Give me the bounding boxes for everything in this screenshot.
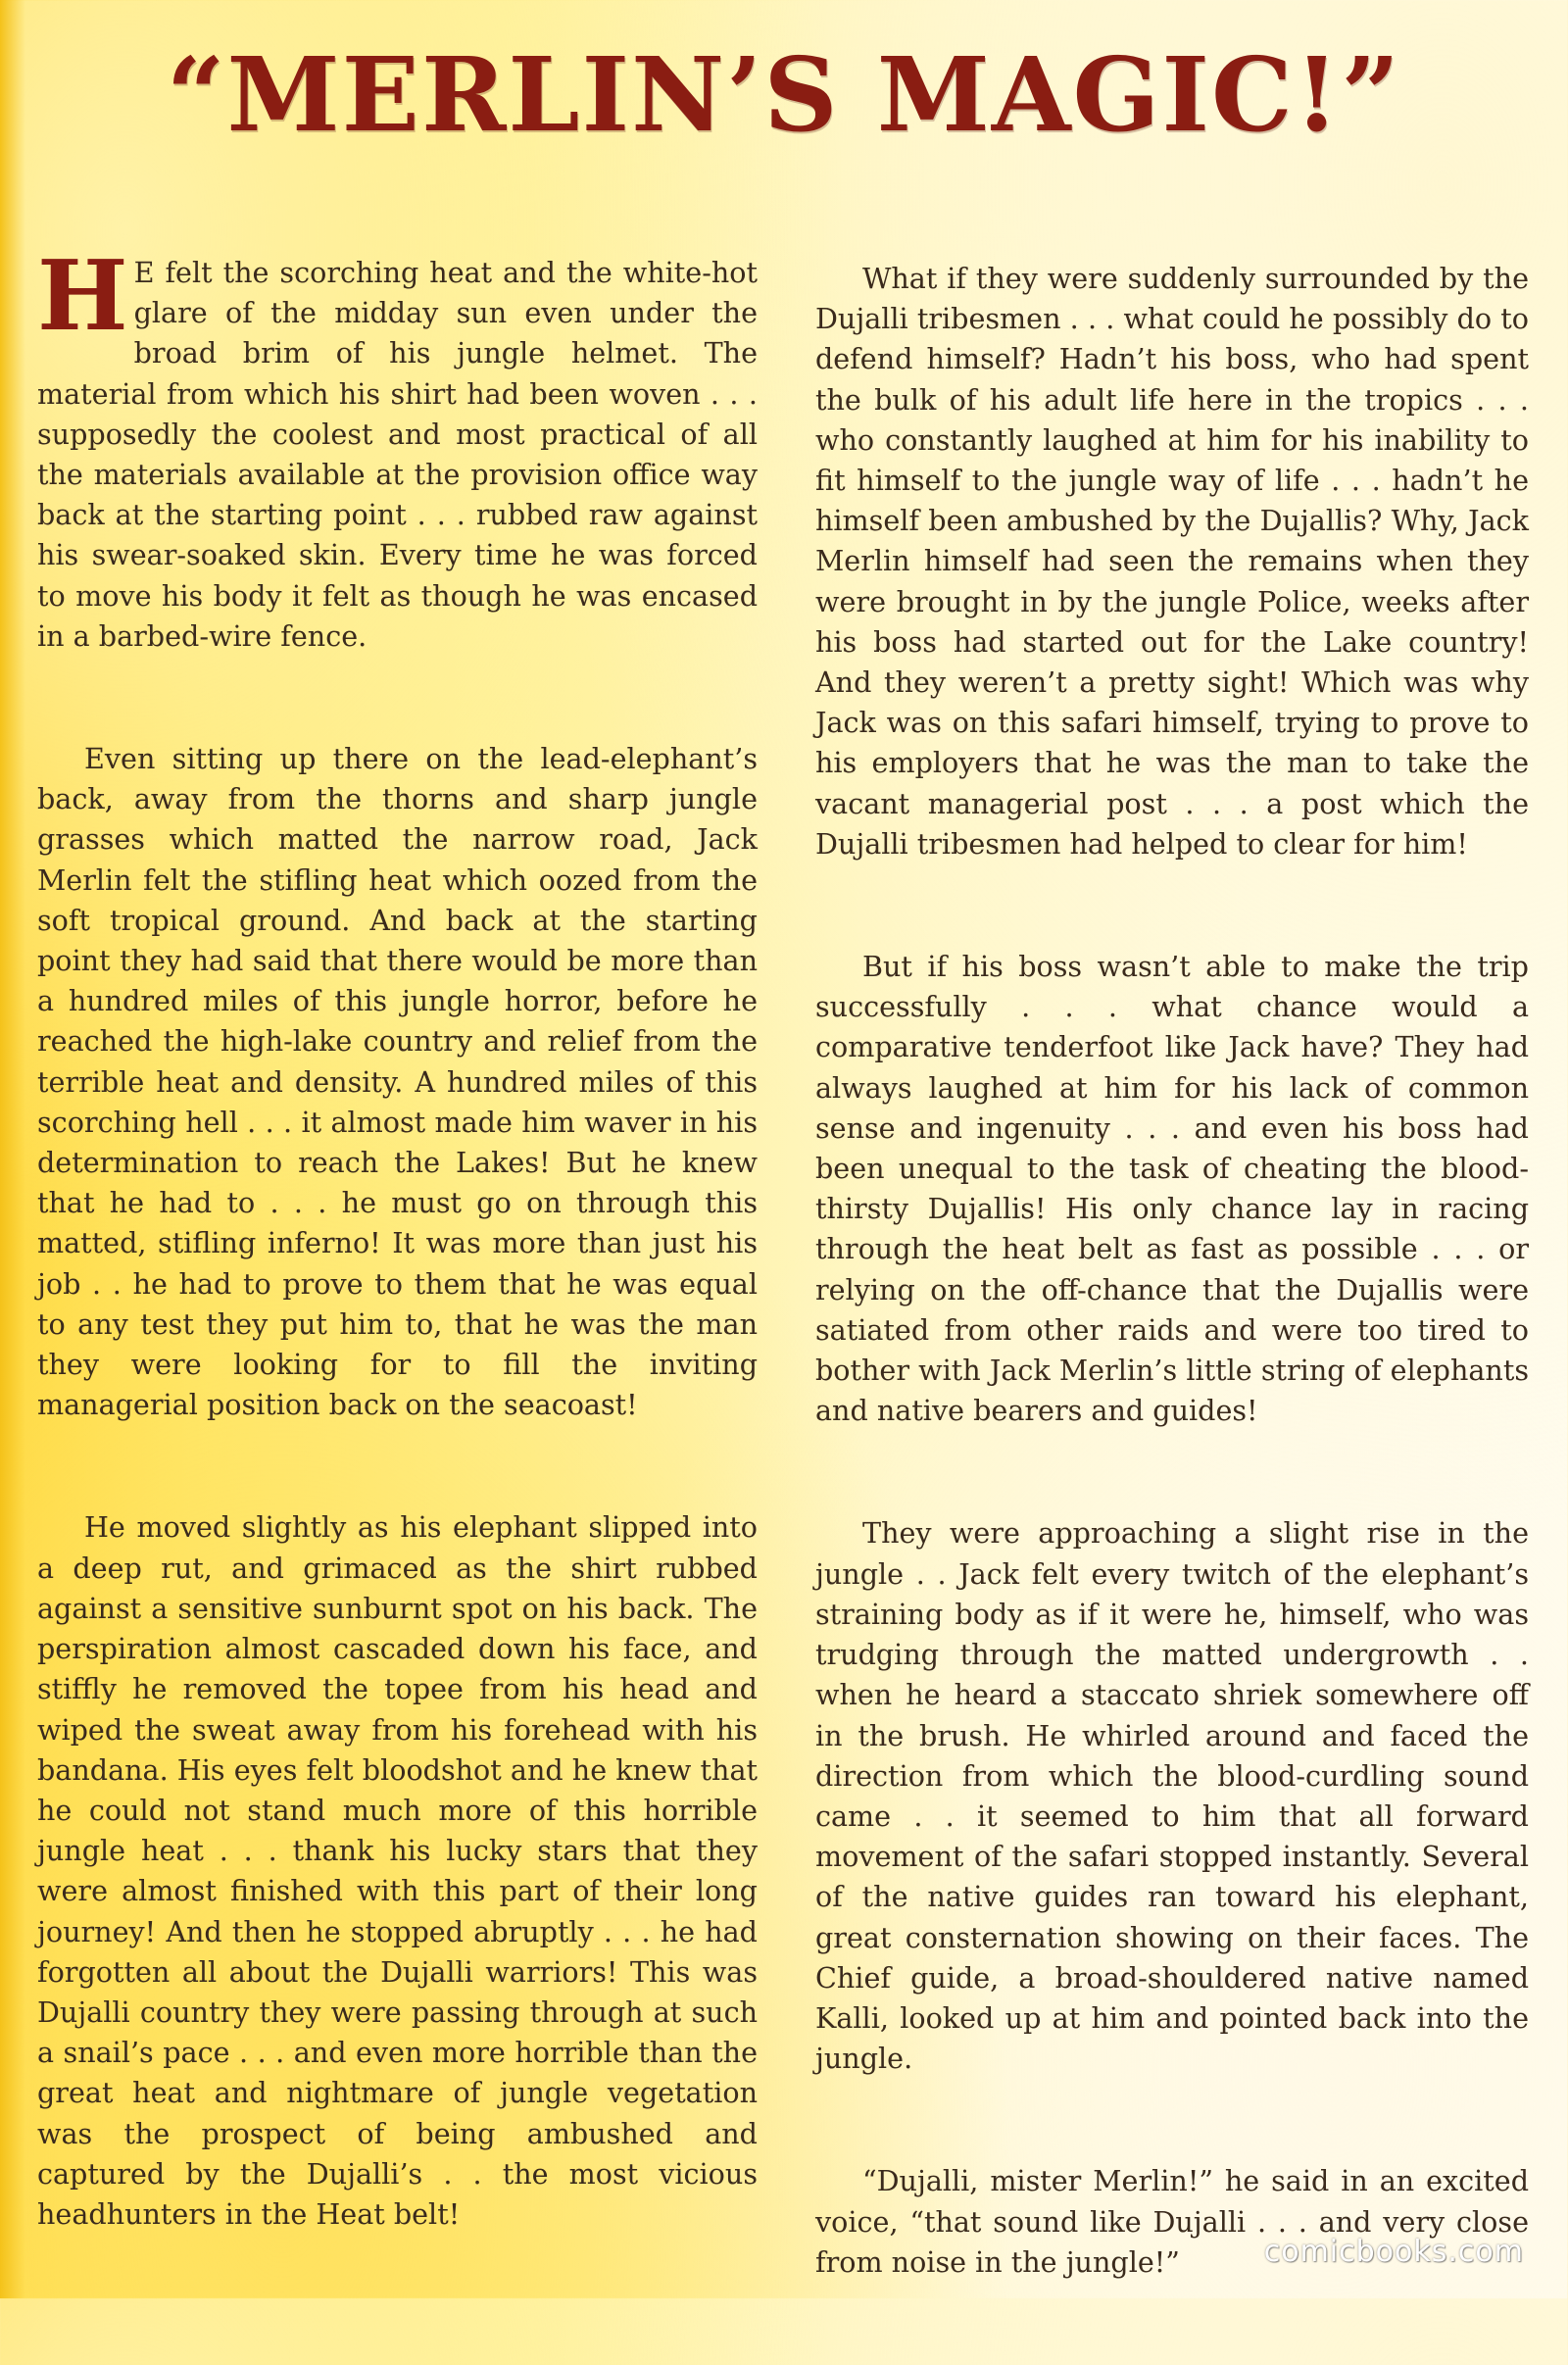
paragraph-1 [37, 240, 758, 657]
paragraph-2: Even sitting up there on the lead-elephant’s back, away from the thorns and sharp jungle grasses which matted the narrow road, Jack Merlin felt the stifling heat which oozed from the soft tropical ground. And back at the starting point they had said that there would be more than a hundred miles of this jungle horror, before he reached the high-lake country and relief from the terrible heat and density. A hundred miles of this scorching hell . . . it almost made him waver in his determination to reach the Lakes! But he knew that he had to . . . he must go on through this matted, stifling inferno! It was more than just his job . . he had to prove to them that he was equal to any test they put him to, that he was the man they were looking for to fill the inviting managerial position back on the seacoast! [37, 742, 758, 1422]
page-edge-shading [0, 0, 25, 2298]
right-text-column [815, 259, 1529, 2365]
paragraph-3: He moved slightly as his elephant slipped into a deep rut, and grimaced as the shirt rubbed against a sensitive sunburnt spot on his back. The perspiration almost cascaded down his face, and stiffly he removed the topee from his head and wiped the sweat away from his forehead with his bandana. His eyes felt bloodshot and he knew that he could not stand much more of this horrible jungle heat . . . thank his lucky stars that they were almost finished with this part of their long journey! And then he stopped abruptly . . . he had forgotten all about the Dujalli warriors! This was Dujalli country they were passing through at such a snail’s pace . . . and even more horrible than the great heat and nightmare of jungle vegetation was the prospect of being ambushed and captured by the Dujalli’s . . the most vicious headhunters in the Heat belt! [37, 1510, 758, 2231]
drop-cap: H [37, 240, 128, 353]
paragraph-4: What if they were suddenly surrounded by the Dujalli tribesmen . . . what could he possibly do to defend himself? Hadn’t his boss, who had spent the bulk of his adult life here in the tropics . . . who constantly laughed at him for his inability to fit himself to the jungle way of life . . . hadn’t he himself been ambushed by the Dujallis? Why, Jack Merlin himself had seen the remains when they were brought in by the jungle Police, weeks after his boss had started out for the Lake country! And they weren’t a pretty sight! Which was why Jack was on this safari himself, trying to prove to his employers that he was the man to take the vacant managerial post . . . a post which the Dujalli tribesmen had helped to clear for him! [815, 262, 1529, 861]
paragraph-6: They were approaching a slight rise in the jungle . . Jack felt every twitch of the elephant’s straining body as if it were he, himself, who was trudging through the matted undergrowth . . when he heard a staccato shriek somewhere off in the brush. He whirled around and faced the direction from which the blood-curdling sound came . . it seemed to him that all forward movement of the safari stopped instantly. Several of the native guides ran toward his elephant, great consternation showing on their faces. The Chief guide, a broad-shouldered native named Kalli, looked up at him and pointed back into the jungle. [815, 1516, 1529, 2076]
paragraph-1-text: E felt the scorching heat and the white-hot glare of the midday sun even under the broad brim of his jungle helmet. The material from which his shirt had been woven . . . supposedly the coolest and most practical of all the materials available at the provision office way back at the starting point . . . rubbed raw against his swear-soaked skin. Every time he was forced to move his body it felt as though he was encased in a barbed-wire fence. [37, 256, 758, 653]
paragraph-7: “Dujalli, mister Merlin!” he said in an excited voice, “that sound like Dujalli . . . and very close from noise in the jungle!” [815, 2164, 1529, 2279]
left-text-column [37, 240, 758, 2317]
paragraph-5: But if his boss wasn’t able to make the trip successfully . . . what chance would a comparative tenderfoot like Jack have? They had always laughed at him for his lack of common sense and ingenuity . . . and even his boss had been unequal to the task of cheating the blood-thirsty Dujallis! His only chance lay in racing through the heat belt as fast as possible . . . or relying on the off-chance that the Dujallis were satiated from other raids and were too tired to bother with Jack Merlin’s little string of elephants and native bearers and guides! [815, 950, 1529, 1428]
watermark: comicbooks.com [1263, 2235, 1524, 2269]
story-title: “MERLIN’S MAGIC!” [166, 34, 1402, 155]
